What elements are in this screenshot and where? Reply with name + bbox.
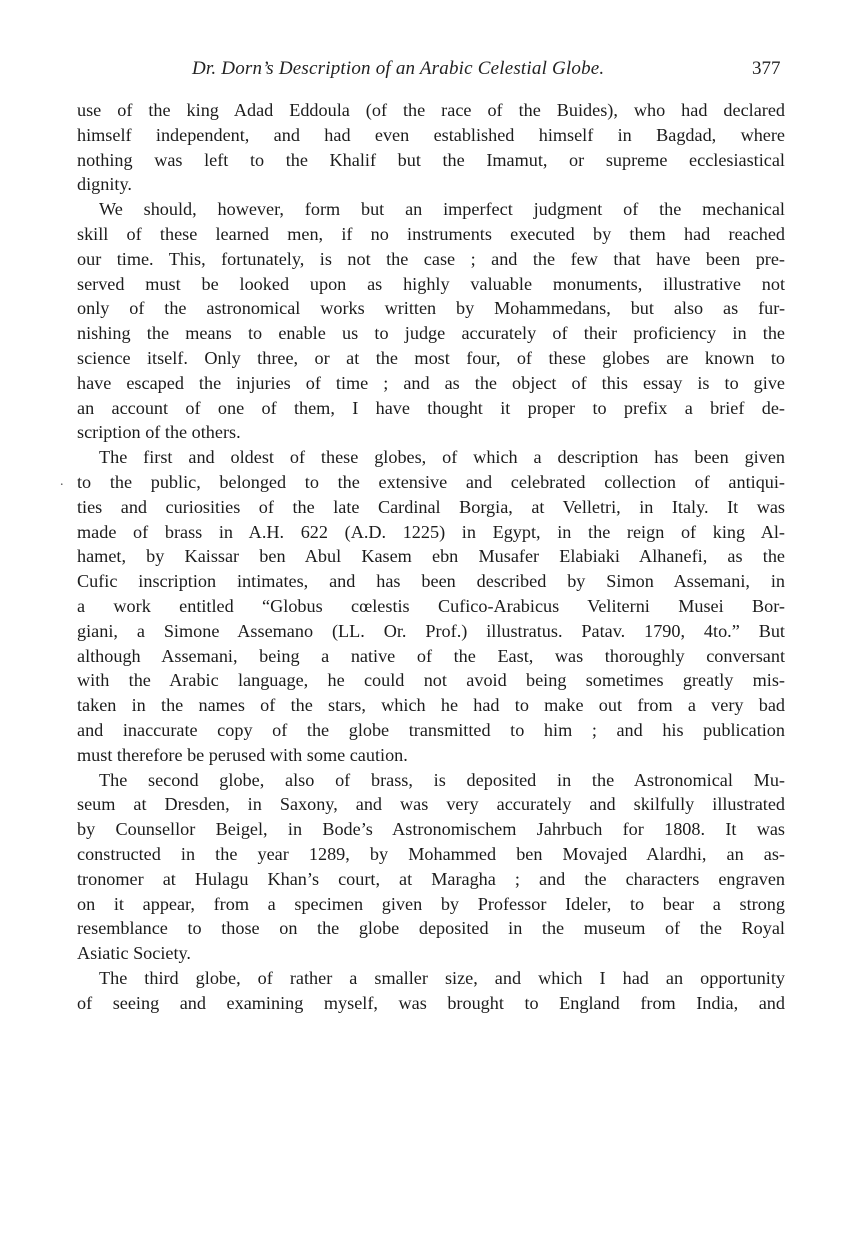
text-line: The third globe, of rather a smaller size, and which I had an opportunity	[99, 967, 785, 988]
text-line: scription of the others.	[77, 422, 241, 443]
text-line: hamet, by Kaissar ben Abul Kasem ebn Musafer Elabiaki Alhanefi, as the	[77, 546, 785, 567]
paragraph-1	[77, 98, 785, 197]
text-line: of seeing and examining myself, was brought to England from India, and	[77, 992, 785, 1013]
text-line: our time. This, fortunately, is not the case ; and the few that have been pre-	[77, 248, 785, 269]
stray-mark: .	[60, 474, 64, 489]
text-line: by Counsellor Beigel, in Bode’s Astronomischem Jahrbuch for 1808. It was	[77, 819, 785, 840]
paragraph-3	[77, 445, 785, 767]
text-line: nothing was left to the Khalif but the Imamut, or supreme ecclesiastical	[77, 149, 785, 170]
text-line: ties and curiosities of the late Cardinal Borgia, at Velletri, in Italy. It was	[77, 496, 785, 517]
text-line: seum at Dresden, in Saxony, and was very accurately and skilfully illustrated	[77, 794, 785, 815]
text-line: tronomer at Hulagu Khan’s court, at Maragha ; and the characters engraven	[77, 868, 785, 889]
text-line: resemblance to those on the globe deposited in the museum of the Royal	[77, 918, 785, 939]
page-number: 377	[752, 58, 781, 79]
text-line: an account of one of them, I have thought it proper to prefix a brief de-	[77, 397, 785, 418]
text-line: a work entitled “Globus cœlestis Cufico-Arabicus Veliterni Musei Bor-	[77, 595, 785, 616]
text-line: made of brass in A.H. 622 (A.D. 1225) in Egypt, in the reign of king Al-	[77, 521, 785, 542]
running-title: Dr. Dorn’s Description of an Arabic Celestial Globe.	[192, 58, 605, 79]
text-line: giani, a Simone Assemano (LL. Or. Prof.) illustratus. Patav. 1790, 4to.” But	[77, 620, 785, 641]
paragraph-5	[77, 966, 785, 1016]
text-line: use of the king Adad Eddoula (of the race of the Buides), who had declared	[77, 100, 785, 120]
text-line: skill of these learned men, if no instruments executed by them had reached	[77, 223, 785, 244]
paragraph-2	[77, 197, 785, 445]
text-line: have escaped the injuries of time ; and as the object of this essay is to give	[77, 372, 785, 393]
text-line: The second globe, also of brass, is deposited in the Astronomical Mu-	[99, 769, 785, 790]
text-line: dignity.	[77, 174, 132, 195]
text-line: only of the astronomical works written by Mohammedans, but also as fur-	[77, 298, 785, 319]
paragraph-4	[77, 768, 785, 966]
text-line: We should, however, form but an imperfect judgment of the mechanical	[99, 199, 785, 220]
body-text	[77, 98, 785, 1015]
text-line: served must be looked upon as highly valuable monuments, illustrative not	[77, 273, 785, 294]
text-line: to the public, belonged to the extensive and celebrated collection of antiqui-	[77, 471, 785, 492]
running-header	[0, 58, 850, 88]
text-line: with the Arabic language, he could not avoid being sometimes greatly mis-	[77, 670, 785, 691]
text-line: must therefore be perused with some caution.	[77, 744, 408, 765]
text-line: although Assemani, being a native of the East, was thoroughly conversant	[77, 645, 785, 666]
text-line: science itself. Only three, or at the most four, of these globes are known to	[77, 347, 785, 368]
text-line: Asiatic Society.	[77, 943, 191, 964]
text-line: on it appear, from a specimen given by Professor Ideler, to bear a strong	[77, 893, 785, 914]
text-line: Cufic inscription intimates, and has been described by Simon Assemani, in	[77, 571, 785, 592]
text-line: and inaccurate copy of the globe transmitted to him ; and his publication	[77, 719, 785, 740]
text-line: The first and oldest of these globes, of which a description has been given	[99, 447, 785, 468]
text-line: constructed in the year 1289, by Mohammed ben Movajed Alardhi, an as-	[77, 843, 785, 864]
text-line: himself independent, and had even established himself in Bagdad, where	[77, 124, 785, 145]
text-line: taken in the names of the stars, which he had to make out from a very bad	[77, 695, 785, 716]
text-line: nishing the means to enable us to judge accurately of their proficiency in the	[77, 323, 785, 344]
